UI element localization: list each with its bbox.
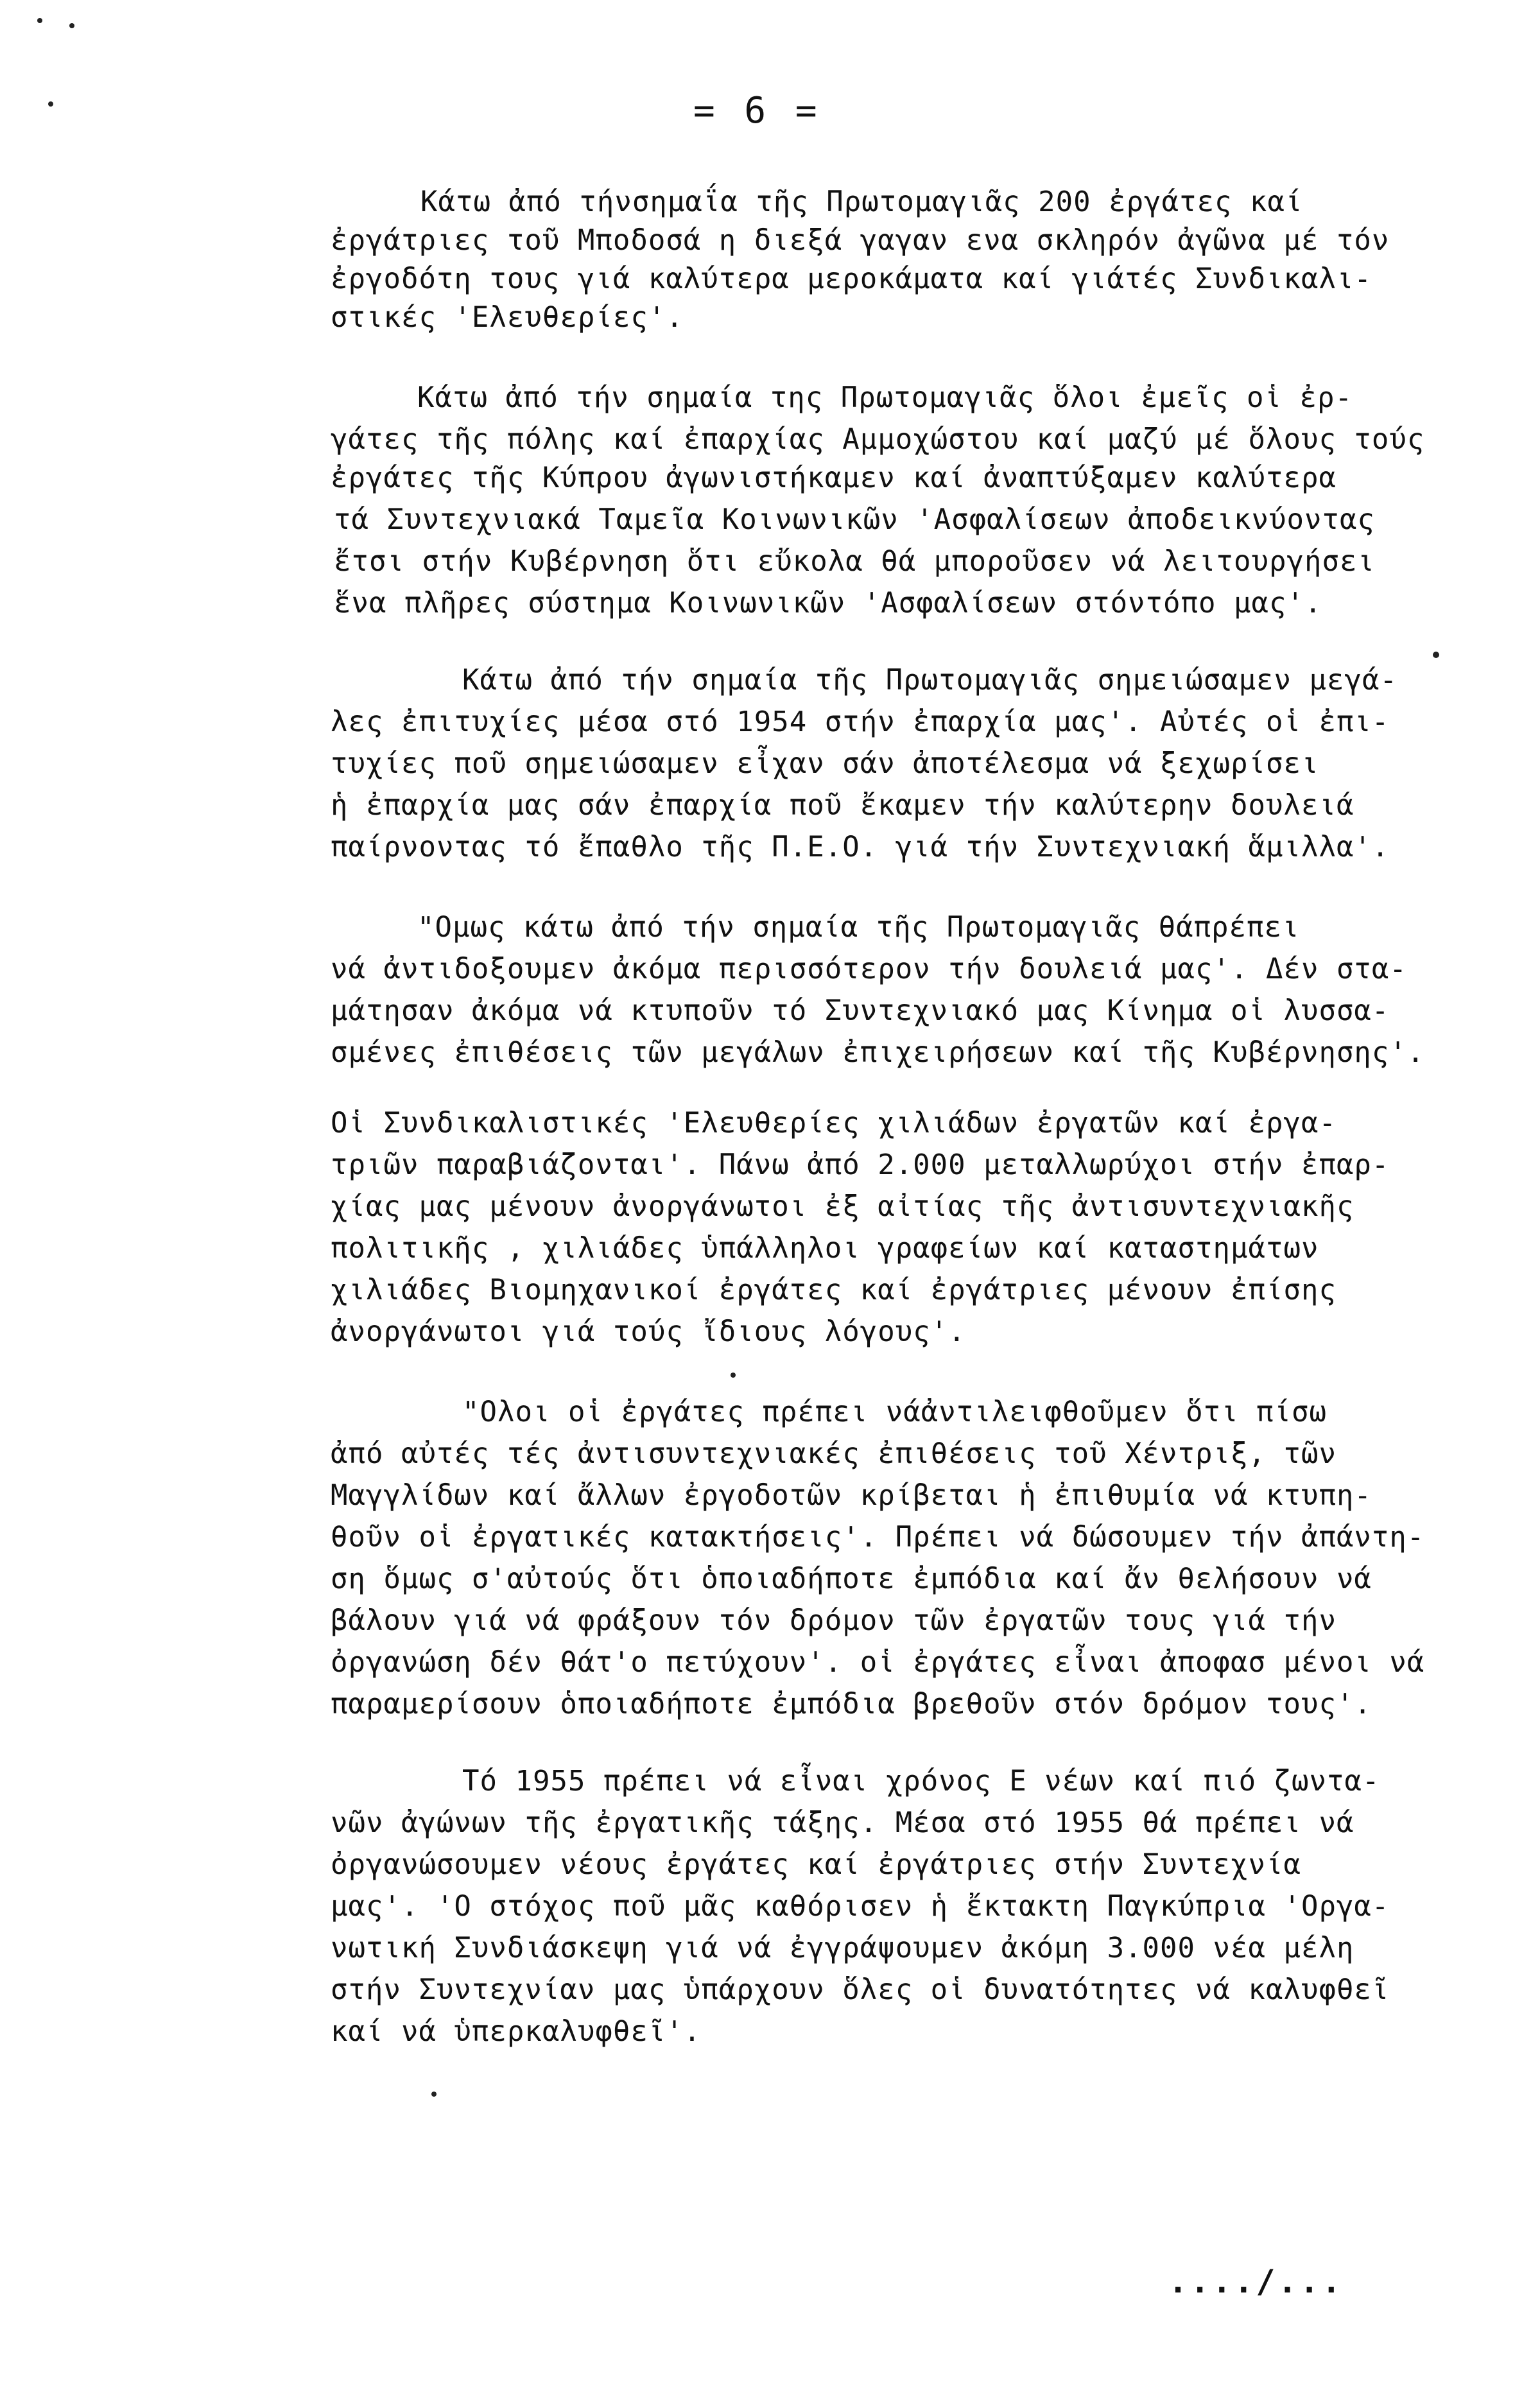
text-line: τυχίες ποῦ σημειώσαμεν εἶχαν σάν ἀποτέλεσμα νά ξεχωρίσει: [331, 747, 1319, 780]
text-line: μας'. 'Ο στόχος ποῦ μᾶς καθόρισεν ἡ ἔκτακτη Παγκύπρια 'Οργα-: [331, 1890, 1390, 1923]
text-line: χιλιάδες Βιομηχανικοί ἐργάτες καί ἐργάτριες μένουν ἐπίσης: [331, 1274, 1337, 1306]
text-line: πολιτικῆς , χιλιάδες ὑπάλληλοι γραφείων καί καταστημάτων: [331, 1232, 1319, 1265]
text-line: ση ὅμως σ'αὐτούς ὅτι ὁποιαδήποτε ἐμπόδια καί ἄν θελήσουν νά: [331, 1563, 1372, 1595]
text-line: Μαγγλίδων καί ἄλλων ἐργοδοτῶν κρίβεται ἡ ἐπιθυμία νά κτυπη-: [331, 1479, 1372, 1512]
text-line: ἔτσι στήν Κυβέρνηση ὅτι εὔκολα θά μποροῦσεν νά λειτουργήσει: [334, 545, 1375, 578]
text-line: βάλουν γιά νά φράξουν τόν δρόμον τῶν ἐργατῶν τους γιά τήν: [331, 1604, 1337, 1637]
text-line: σμένες ἐπιθέσεις τῶν μεγάλων ἐπιχειρήσεων καί τῆς Κυβέρνησης'.: [331, 1036, 1425, 1069]
text-line: "Ολοι οἱ ἐργάτες πρέπει νάἀντιλειφθοῦμεν ὅτι πίσω: [462, 1396, 1328, 1428]
text-line: ἡ ἐπαρχία μας σάν ἐπαρχία ποῦ ἔκαμεν τήν καλύτερην δουλειά: [331, 789, 1354, 822]
text-line: νωτική Συνδιάσκεψη γιά νά ἐγγράψουμεν ἀκόμη 3.000 νέα μέλη: [331, 1932, 1354, 1964]
text-line: ἕνα πλῆρες σύστημα Κοινωνικῶν 'Ασφαλίσεων στόντόπο μας'.: [334, 587, 1322, 620]
scan-speck: [1433, 652, 1439, 658]
text-line: τριῶν παραβιάζονται'. Πάνω ἀπό 2.000 μεταλλωρύχοι στήν ἐπαρ-: [331, 1148, 1390, 1181]
text-line: Κάτω ἀπό τήν σημαία τῆς Πρωτομαγιᾶς σημειώσαμεν μεγά-: [462, 664, 1397, 697]
text-line: ἐργάτες τῆς Κύπρου ἀγωνιστήκαμεν καί ἀναπτύξαμεν καλύτερα: [331, 462, 1337, 494]
text-line: γάτες τῆς πόλης καί ἐπαρχίας Αμμοχώστου καί μαζύ μέ ὅλους τούς: [331, 423, 1425, 456]
text-line: Τό 1955 πρέπει νά εἶναι χρόνος Ε νέων καί πιό ζωντα-: [462, 1765, 1380, 1798]
text-line: καί νά ὑπερκαλυφθεῖ'.: [331, 2015, 702, 2048]
text-line: ὀργανώσουμεν νέους ἐργάτες καί ἐργάτριες στήν Συντεχνία: [331, 1848, 1301, 1881]
text-line: στήν Συντεχνίαν μας ὑπάρχουν ὅλες οἱ δυνατότητες νά καλυφθεῖ: [331, 1973, 1390, 2006]
text-line: νά ἀντιδοξουμεν ἀκόμα περισσότερον τήν δουλειά μας'. Δέν στα-: [331, 953, 1407, 985]
text-line: στικές 'Ελευθερίες'.: [331, 301, 684, 334]
text-line: ἐργάτριες τοῦ Μποδοσά η διεξά γαγαν ενα σκληρόν ἀγῶνα μέ τόν: [331, 224, 1390, 257]
scan-speck: [69, 23, 74, 28]
page-number: = 6 =: [693, 90, 821, 132]
continuation-mark: ..../...: [1168, 2263, 1344, 2300]
text-line: παραμερίσουν ὁποιαδήποτε ἐμπόδια βρεθοῦν στόν δρόμον τους'.: [331, 1688, 1372, 1720]
text-line: λες ἐπιτυχίες μέσα στό 1954 στήν ἐπαρχία μας'. Αὐτές οἱ ἐπι-: [331, 706, 1390, 738]
text-line: τά Συντεχνιακά Ταμεῖα Κοινωνικῶν 'Ασφαλίσεων ἀποδεικνύοντας: [334, 503, 1375, 536]
text-line: Κάτω ἀπό τήν σημαία της Πρωτομαγιᾶς ὅλοι ἐμεῖς οἱ ἐρ-: [417, 381, 1353, 414]
text-line: ἐργοδότη τους γιά καλύτερα μεροκάματα καί γιάτές Συνδικαλι-: [331, 263, 1372, 295]
text-line: "Ομως κάτω ἀπό τήν σημαία τῆς Πρωτομαγιᾶς θάπρέπει: [417, 911, 1300, 944]
text-line: ἀπό αὐτές τές ἀντισυντεχνιακές ἐπιθέσεις τοῦ Χέντριξ, τῶν: [331, 1437, 1337, 1470]
text-line: Οἱ Συνδικαλιστικές 'Ελευθερίες χιλιάδων ἐργατῶν καί ἐργα-: [331, 1107, 1337, 1140]
scan-speck: [431, 2092, 437, 2097]
text-line: παίρνοντας τό ἔπαθλο τῆς Π.Ε.Ο. γιά τήν Συντεχνιακή ἅμιλλα'.: [331, 831, 1390, 863]
text-line: νῶν ἀγώνων τῆς ἐργατικῆς τάξης. Μέσα στό 1955 θά πρέπει νά: [331, 1807, 1354, 1839]
scan-speck: [48, 101, 53, 107]
text-line: Κάτω ἀπό τήνσημαΐα τῆς Πρωτομαγιᾶς 200 ἐργάτες καί: [420, 186, 1303, 218]
text-line: θοῦν οἱ ἐργατικές κατακτήσεις'. Πρέπει νά δώσουμεν τήν ἀπάντη-: [331, 1521, 1425, 1554]
scan-speck: [731, 1373, 736, 1378]
text-line: ὀργανώση δέν θάτ'ο πετύχουν'. οἱ ἐργάτες εἶναι ἀποφασ μένοι νά: [331, 1646, 1425, 1679]
text-line: μάτησαν ἀκόμα νά κτυποῦν τό Συντεχνιακό μας Κίνημα οἱ λυσσα-: [331, 994, 1390, 1027]
text-line: ἀνοργάνωτοι γιά τούς ἴδιους λόγους'.: [331, 1315, 966, 1348]
text-line: χίας μας μένουν ἀνοργάνωτοι ἐξ αἰτίας τῆς ἀντισυντεχνιακῆς: [331, 1190, 1354, 1223]
scan-speck: [37, 18, 42, 23]
